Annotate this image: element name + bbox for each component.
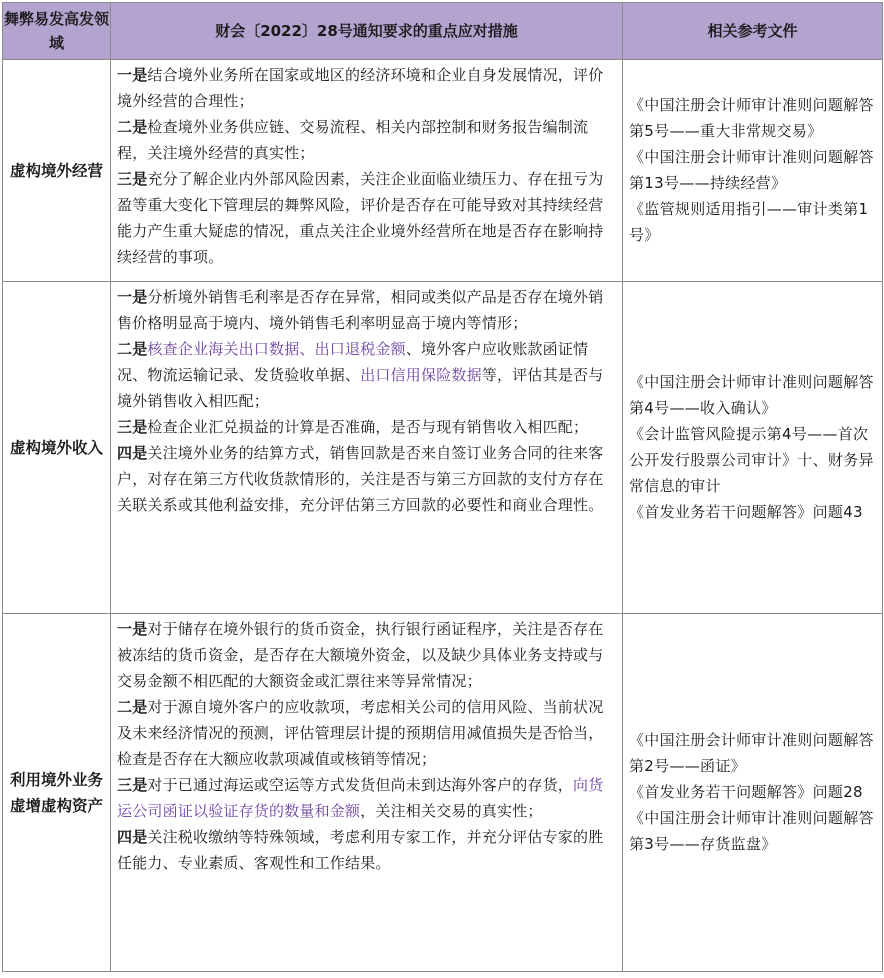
fraud-area-cell: 虚构境外经营 <box>3 60 111 282</box>
table-row <box>3 60 883 282</box>
measure-item <box>117 62 616 114</box>
measure-text: ，关注相关交易的真实性； <box>360 802 543 820</box>
measure-item <box>117 414 616 440</box>
measure-lead: 一是 <box>117 66 148 84</box>
measure-text: 对于已通过海运或空运等方式发货但尚未到达海外客户的存货， <box>147 776 574 794</box>
references-cell <box>623 60 883 282</box>
table-header-row <box>3 3 883 60</box>
reference-item: 《监管规则适用指引——审计类第1号》 <box>629 199 869 244</box>
header-references: 相关参考文件 <box>623 3 883 60</box>
measure-text: 充分了解企业内外部风险因素，关注企业面临业绩压力、存在扭亏为盈等重大变化下管理层的舞弊风险，评价是否存在可能导致对其持续经营能力产生重大疑虑的情况，重点关注企业境外经营所在地是否存在影响持续经营的事项。 <box>117 170 604 266</box>
measure-lead: 二是 <box>117 698 148 716</box>
reference-item: 《中国注册会计师审计准则问题解答第5号——重大非常规交易》 <box>629 95 874 140</box>
measure-text: 结合境外业务所在国家或地区的经济环境和企业自身发展情况，评价境外经营的合理性； <box>117 66 604 110</box>
measure-item <box>117 616 616 694</box>
measures-cell <box>111 614 623 972</box>
header-measures: 财会〔2022〕28号通知要求的重点应对措施 <box>111 3 623 60</box>
reference-item: 《中国注册会计师审计准则问题解答第2号——函证》 <box>629 730 874 775</box>
references-cell <box>623 282 883 614</box>
measure-text: 对于源自境外客户的应收款项，考虑相关公司的信用风险、当前状况及未来经济情况的预测，评估管理层计提的预期信用减值损失是否恰当，检查是否存在大额应收款项减值或核销等情况； <box>117 698 604 768</box>
measure-text: 检查境外业务供应链、交易流程、相关内部控制和财务报告编制流程，关注境外经营的真实性； <box>117 118 589 162</box>
header-fraud-area: 舞弊易发高发领域 <box>3 3 111 60</box>
measure-item <box>117 166 616 270</box>
measure-text: 对于储存在境外银行的货币资金，执行银行函证程序，关注是否存在被冻结的货币资金，是否存在大额境外资金，以及缺少具体业务支持或与交易金额不相匹配的大额资金或汇票往来等异常情况； <box>117 620 604 690</box>
reference-item: 《首发业务若干问题解答》问题28 <box>629 782 863 801</box>
references-cell <box>623 614 883 972</box>
reference-item: 《首发业务若干问题解答》问题43 <box>629 502 863 521</box>
measure-text: 关注税收缴纳等特殊领域，考虑利用专家工作，并充分评估专家的胜任能力、专业素质、客观性和工作结果。 <box>117 828 604 872</box>
measure-item <box>117 694 616 772</box>
measures-cell <box>111 282 623 614</box>
measure-lead: 三是 <box>117 418 148 436</box>
measure-lead: 二是 <box>117 340 148 358</box>
table-row <box>3 282 883 614</box>
measure-lead: 四是 <box>117 828 148 846</box>
reference-item: 《中国注册会计师审计准则问题解答第13号——持续经营》 <box>629 147 874 192</box>
measure-item <box>117 824 616 876</box>
highlighted-text: 核查企业海关出口数据、出口退税金额 <box>147 340 406 358</box>
highlighted-text: 出口信用保险数据 <box>360 366 482 384</box>
measure-text: 关注境外业务的结算方式，销售回款是否来自签订业务合同的往来客户，对存在第三方代收货款情形的，关注是否与第三方回款的支付方存在关联关系或其他利益安排，充分评估第三方回款的必要性和商业合理性。 <box>117 444 604 514</box>
measure-text: 检查企业汇兑损益的计算是否准确，是否与现有销售收入相匹配； <box>147 418 589 436</box>
measure-item <box>117 114 616 166</box>
measure-item <box>117 336 616 414</box>
measure-lead: 一是 <box>117 288 148 306</box>
reference-item: 《中国注册会计师审计准则问题解答第4号——收入确认》 <box>629 372 874 417</box>
measure-text: 等，评估其是否与境外销售收入相匹配； <box>117 366 604 410</box>
measure-text: 分析境外销售毛利率是否存在异常，相同或类似产品是否存在境外销售价格明显高于境内、境外销售毛利率明显高于境内等情形； <box>117 288 604 332</box>
table-row <box>3 614 883 972</box>
highlighted-text: 向货运公司函证以验证存货的数量和金额 <box>117 776 604 820</box>
measure-lead: 三是 <box>117 776 148 794</box>
measure-item <box>117 440 616 518</box>
table-body <box>3 60 883 972</box>
measure-item <box>117 284 616 336</box>
fraud-measures-table <box>2 2 883 972</box>
measures-cell <box>111 60 623 282</box>
reference-item: 《中国注册会计师审计准则问题解答第3号——存货监盘》 <box>629 808 874 853</box>
measure-lead: 二是 <box>117 118 148 136</box>
reference-item: 《会计监管风险提示第4号——首次公开发行股票公司审计》十、财务异常信息的审计 <box>629 424 874 495</box>
measure-lead: 四是 <box>117 444 148 462</box>
measure-lead: 三是 <box>117 170 148 188</box>
fraud-area-cell: 利用境外业务虚增虚构资产 <box>3 614 111 972</box>
measure-lead: 一是 <box>117 620 148 638</box>
measure-item <box>117 772 616 824</box>
fraud-area-cell: 虚构境外收入 <box>3 282 111 614</box>
measure-text: 、境外客户应收账款函证情况、物流运输记录、发货验收单据、 <box>117 340 589 384</box>
